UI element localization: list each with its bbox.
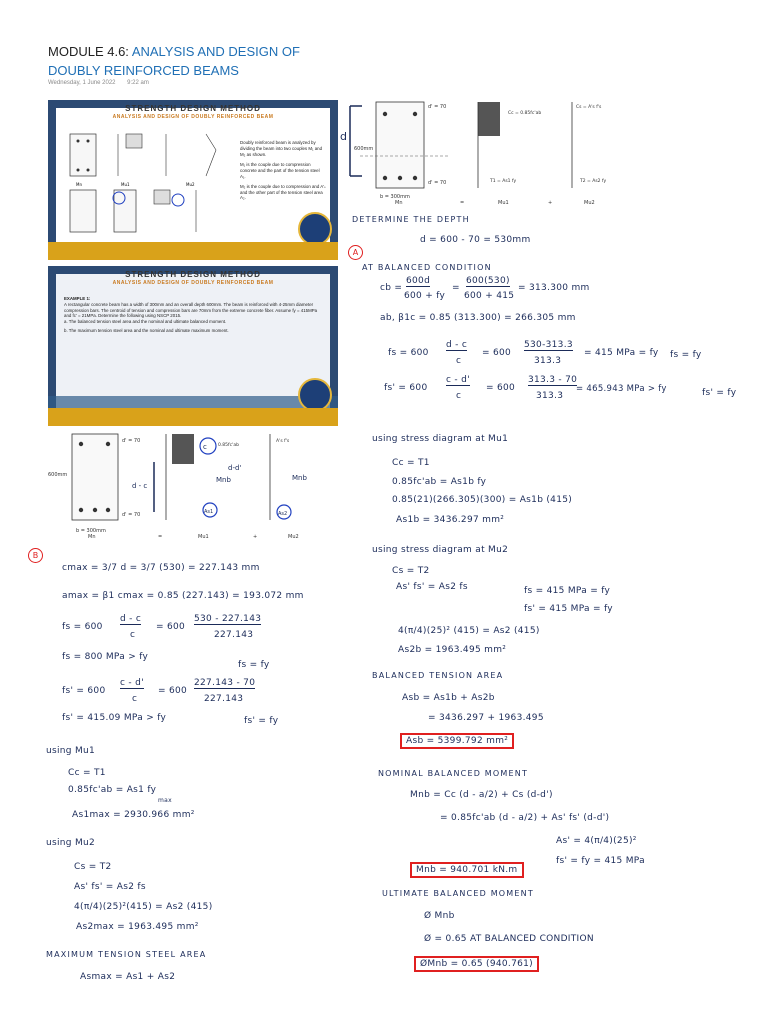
- mu1-line-3: 0.85(21)(266.305)(300) = As1b (415): [392, 495, 573, 505]
- mu2-fsp-note: fs' = 415 MPa = fy: [524, 604, 613, 614]
- max-tension-heading: MAXIMUM TENSION STEEL AREA: [46, 950, 207, 959]
- width-label: b = 300mm: [76, 528, 106, 534]
- fsp-denominator-2: 227.143: [204, 694, 244, 704]
- fs-mid: = 600: [156, 622, 186, 632]
- mu2-label: Mu2: [584, 200, 595, 206]
- ultimate-moment-result: ØMnb = 0.65 (940.761): [414, 956, 539, 972]
- fsp-result: = 465.943 MPa > fy: [576, 384, 667, 394]
- cs-label: A's f's: [276, 439, 290, 444]
- nominal-moment-result: Mnb = 940.701 kN.m: [410, 862, 524, 878]
- mn-label: Mn: [88, 534, 96, 540]
- amax-equation: amax = β1 cmax = 0.85 (227.143) = 193.072 mm: [62, 591, 304, 601]
- cb-result: = 313.300 mm: [518, 283, 590, 293]
- svg-text:Mu1: Mu1: [121, 182, 130, 187]
- mu2-line-2: As' fs' = As2 fs: [396, 582, 468, 592]
- fsp-numerator: c - d': [120, 678, 144, 688]
- university-seal: [298, 212, 332, 246]
- slide-heading: STRENGTH DESIGN METHOD: [125, 104, 261, 113]
- module-title: ANALYSIS AND DESIGN OF DOUBLY REINFORCED BEAMS: [48, 44, 300, 78]
- example-problem: A rectangular concrete beam has a width of 300mm and an overall depth 600mm. The beam is reinforced with 4-25mm diameter compression bars. The centroid of tension and compression bars are 70mm from the extreme concrete fiber. Assume fy = 415MPa and fc' = 21MPa. Determine the following using NSCP 2015.: [64, 301, 318, 319]
- mnb-label: Mnb: [216, 476, 231, 484]
- mu2-fs-note: fs = 415 MPa = fy: [524, 586, 611, 596]
- balanced-line-1: Asb = As1b + As2b: [402, 693, 495, 703]
- balanced-line-2: = 3436.297 + 1963.495: [428, 713, 544, 723]
- example-item-a: a. The balanced tension steel area and the nominal and ultimate balanced moment.: [64, 319, 227, 325]
- fs-denominator-2: 313.3: [534, 356, 562, 366]
- slide-thumbnail-2: [48, 266, 338, 426]
- fs-result: = 415 MPa = fy: [584, 348, 659, 358]
- cs-label: Cs = A's f's: [576, 105, 602, 110]
- part-a-marker: A: [348, 245, 363, 260]
- nominal-line-1: Mnb = Cc (d - a/2) + Cs (d-d'): [410, 790, 553, 800]
- fs-mid: = 600: [482, 348, 512, 358]
- equals-sign: =: [460, 200, 465, 206]
- fs-denominator: c: [456, 356, 462, 366]
- mu2-line-3: 4(π/4)(25)² (415) = As2 (415): [398, 626, 540, 636]
- d-prime-top: d' = 70: [122, 438, 141, 444]
- mu2-heading: using stress diagram at Mu2: [372, 545, 509, 555]
- fsp-denominator: c: [132, 694, 138, 704]
- d-prime-bottom: d' = 70: [428, 180, 447, 186]
- beam-stress-diagram-top: [340, 98, 610, 206]
- ab-equation: ab, β1c = 0.85 (313.300) = 266.305 mm: [380, 313, 576, 323]
- determine-depth-heading: DETERMINE THE DEPTH: [352, 215, 470, 224]
- balanced-tension-heading: BALANCED TENSION AREA: [372, 671, 504, 680]
- fs-denominator-2: 227.143: [214, 630, 254, 640]
- nominal-line-2: = 0.85fc'ab (d - a/2) + As' fs' (d-d'): [440, 813, 610, 823]
- fsp-mid: = 600: [158, 686, 188, 696]
- fs-denominator: c: [130, 630, 136, 640]
- mu1-heading: using Mu1: [46, 746, 96, 756]
- university-seal: [298, 378, 332, 412]
- slide-bullet-2: M₂ is the couple due to compression and A'ₛ and the other part of the tension steel area A₂.: [240, 183, 326, 201]
- fs-lhs: fs = 600: [388, 348, 429, 358]
- ultimate-line-1: Ø Mnb: [424, 911, 455, 921]
- fs-result: fs = 800 MPa > fy: [62, 652, 149, 662]
- cmax-equation: cmax = 3/7 d = 3/7 (530) = 227.143 mm: [62, 563, 260, 573]
- mu1-label: Mu1: [198, 534, 209, 540]
- mu2-line-4: As2b = 1963.495 mm²: [398, 645, 507, 655]
- fsp-numerator-2: 313.3 - 70: [528, 375, 578, 385]
- as1-label: As1: [204, 509, 214, 515]
- cb-lhs: cb =: [380, 283, 403, 293]
- fs-prime-note: fs' = fy = 415 MPa: [556, 856, 645, 866]
- cb-numerator: 600d: [406, 276, 431, 286]
- fsp-lhs: fs' = 600: [384, 383, 428, 393]
- fs-numerator: d - c: [120, 614, 142, 624]
- mu2-label: Mu2: [288, 534, 299, 540]
- mu1-line-3: As1max = 2930.966 mm²: [72, 810, 195, 820]
- fsp-lhs: fs' = 600: [62, 686, 106, 696]
- mu1-heading: using stress diagram at Mu1: [372, 434, 509, 444]
- mu1-line-4: As1b = 3436.297 mm²: [396, 515, 505, 525]
- fs-equals-fy-note: fs = fy: [670, 350, 702, 360]
- svg-text:Mn: Mn: [76, 182, 82, 187]
- time-text: 9:22 am: [127, 80, 149, 86]
- slide-thumbnail-1: [48, 100, 338, 260]
- balanced-tension-result: Asb = 5399.792 mm²: [400, 733, 514, 749]
- t2-label: T2 = As2 fy: [580, 179, 607, 184]
- fsp-mid: = 600: [486, 383, 516, 393]
- d-prime-top: d' = 70: [428, 104, 447, 110]
- module-number: MODULE 4.6:: [48, 44, 132, 59]
- mu2-line-1: Cs = T2: [74, 862, 112, 872]
- cc-label: 0.85fc'ab: [218, 443, 239, 448]
- plus-sign: +: [548, 200, 553, 206]
- mu1-line-2-subscript: max: [158, 797, 172, 804]
- mn-label: Mn: [395, 200, 403, 206]
- fs-equals-fy-note: fs = fy: [238, 660, 270, 670]
- page-title: [48, 42, 348, 80]
- fsp-denominator: c: [456, 391, 462, 401]
- mnb-label-2: Mnb: [292, 474, 307, 482]
- example-item-b: b. The maximum tension steel area and the nominal and ultimate maximum moment.: [64, 327, 229, 333]
- depth-d-label: d: [340, 130, 347, 143]
- plus-sign: +: [253, 534, 258, 540]
- cb-denominator: 600 + fy: [404, 291, 446, 301]
- nominal-moment-heading: NOMINAL BALANCED MOMENT: [378, 769, 529, 778]
- mu1-line-2: 0.85fc'ab = As1b fy: [392, 477, 487, 487]
- width-label: b = 300mm: [380, 194, 410, 200]
- fs-numerator: d - c: [446, 340, 468, 350]
- c-label: c: [203, 443, 207, 451]
- mu1-line-2: 0.85fc'ab = As1 fy: [68, 785, 157, 795]
- d-minus-c-label: d - c: [132, 482, 148, 490]
- slide-subheading: ANALYSIS AND DESIGN OF DOUBLY REINFORCED BEAM: [112, 114, 274, 120]
- mu2-line-2: As' fs' = As2 fs: [74, 882, 146, 892]
- d-prime-bottom: d' = 70: [122, 512, 141, 518]
- as2-label: As2: [278, 511, 288, 517]
- fs-numerator-2: 530-313.3: [524, 340, 573, 350]
- ultimate-moment-heading: ULTIMATE BALANCED MOMENT: [382, 889, 534, 898]
- mu1-line-1: Cc = T1: [392, 458, 430, 468]
- slide-beam-diagram: [66, 130, 236, 240]
- beam-stress-diagram-mid: [48, 432, 338, 540]
- d-minus-dprime-label: d-d': [228, 464, 242, 472]
- fsp-numerator-2: 227.143 - 70: [194, 678, 256, 688]
- example-label: EXAMPLE 1:: [64, 296, 91, 301]
- timestamp: [48, 80, 159, 86]
- cb-numerator-2: 600(530): [466, 276, 510, 286]
- ultimate-line-2: Ø = 0.65 AT BALANCED CONDITION: [424, 934, 594, 944]
- svg-text:Mu2: Mu2: [186, 182, 195, 187]
- slide-bullet-1: M₁ is the couple due to compression concrete and the part of the tension steel A₁.: [240, 162, 320, 179]
- equals-sign: =: [158, 534, 163, 540]
- mu1-line-1: Cc = T1: [68, 768, 106, 778]
- fs-lhs: fs = 600: [62, 622, 103, 632]
- fsp-denominator-2: 313.3: [536, 391, 564, 401]
- mu2-line-1: Cs = T2: [392, 566, 430, 576]
- depth-600-label: 600mm: [354, 146, 374, 152]
- depth-equation: d = 600 - 70 = 530mm: [420, 235, 531, 245]
- mu2-line-4: As2max = 1963.495 mm²: [76, 922, 199, 932]
- slide-heading: STRENGTH DESIGN METHOD: [125, 270, 261, 279]
- fs-numerator-2: 530 - 227.143: [194, 614, 262, 624]
- fsp-numerator: c - d': [446, 375, 470, 385]
- max-tension-line-1: Asmax = As1 + As2: [80, 972, 176, 982]
- part-b-marker: B: [28, 548, 43, 563]
- slide-subheading: ANALYSIS AND DESIGN OF DOUBLY REINFORCED BEAM: [112, 280, 274, 286]
- fsp-result: fs' = 415.09 MPa > fy: [62, 713, 167, 723]
- mu2-heading: using Mu2: [46, 838, 96, 848]
- mu1-label: Mu1: [498, 200, 509, 206]
- cc-label: Cc = 0.85fc'ab: [508, 111, 542, 116]
- balanced-condition-heading: AT BALANCED CONDITION: [362, 263, 492, 272]
- mu2-line-3: 4(π/4)(25)²(415) = As2 (415): [74, 902, 213, 912]
- slide-text: Doubly reinforced beam is analyzed by dividing the beam into two couples M₁ and M₂ as shown.: [240, 140, 323, 157]
- depth-600-label: 600mm: [48, 472, 68, 478]
- as-prime-note: As' = 4(π/4)(25)²: [556, 836, 637, 846]
- fsp-equals-fy-note: fs' = fy: [244, 716, 279, 726]
- fsp-equals-fy-note: fs' = fy: [702, 388, 737, 398]
- cb-denominator-2: 600 + 415: [464, 291, 515, 301]
- t1-label: T1 = As1 fy: [490, 179, 517, 184]
- date-text: Wednesday, 1 June 2022: [48, 80, 116, 86]
